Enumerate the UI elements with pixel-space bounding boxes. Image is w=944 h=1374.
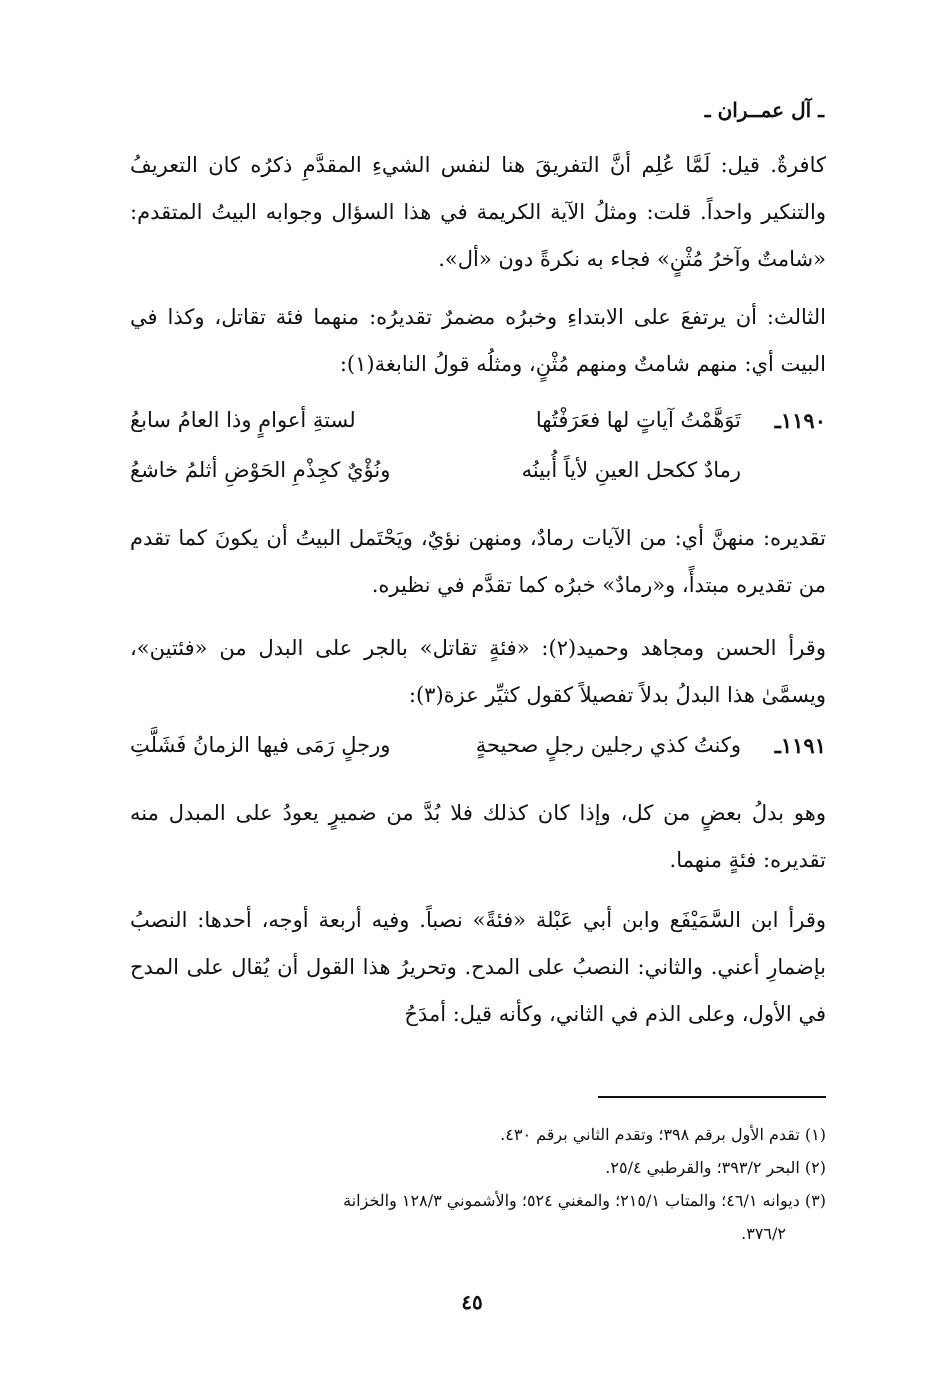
verse-line-2: [130, 458, 826, 508]
verse-1191: [130, 733, 826, 783]
footnote-2: (٢) البحر ٣٩٣/٢؛ والقرطبي ٢٥/٤.: [605, 1158, 826, 1177]
verse-second-hemistich: لستةِ أعوامٍ وذا العامُ سابعُ: [130, 408, 356, 432]
paragraph-5: [130, 790, 826, 884]
verse-number: ١١٩٠ـ: [774, 408, 826, 433]
verse-first-hemistich: وكنتُ كذي رجلين رجلٍ صحيحةٍ: [475, 733, 741, 757]
verse-first-hemistich: تَوَهَّمْتُ آياتٍ لها فعَرَفْتُها: [535, 408, 741, 432]
page-number: ٤٥: [461, 1290, 483, 1314]
footnote-3-continuation: ٣٧٦/٢.: [741, 1224, 786, 1243]
paragraph-1: [130, 142, 826, 283]
paragraph-3: [130, 515, 826, 609]
paragraph-6: [130, 897, 826, 1038]
verse-number: ١١٩١ـ: [774, 733, 826, 758]
footnote-1: (١) تقدم الأول برقم ٣٩٨؛ وتقدم الثاني برقم ٤٣٠.: [500, 1125, 826, 1144]
paragraph-text: كافرةٌ. قيل: لَمَّا عُلِم أنَّ التفريقَ هنا لنفس الشيءِ المقدَّمِ ذكرُه كان التعريفُ والتنكير واحداً. قلت: ومثلُ الآية الكريمة في هذا السؤال وجوابه البيتُ المتقدم: «شامتٌ وآخرُ مُثْنٍ» فجاء به نكرةً دون «أل».: [130, 153, 826, 271]
paragraph-text: تقديره: منهنَّ أي: من الآيات رمادٌ، ومنهن نؤيٌ، ويَحْتَمل البيتُ أن يكونَ كما تقدم من تقديره مبتدأً، و«رمادٌ» خبرُه كما تقدَّم في نظيره.: [130, 526, 826, 597]
verse-1190: [130, 408, 826, 508]
verse-line-1: [130, 408, 826, 458]
verse-first-hemistich: رمادٌ ككحل العينِ لأياً أُبينُه: [521, 458, 741, 482]
paragraph-text: وقرأ ابن السَّمَيْفَع وابن أبي عَبْلة «فئةً» نصباً. وفيه أربعة أوجه، أحدها: النصبُ بإضمارِ أعني. والثاني: النصبُ على المدح. وتحريرُ هذا القول أن يُقال على المدح في الأول، وعلى الذم في الثاني، وكأنه قيل: أمدَحُ: [130, 908, 826, 1026]
verse-line-1: [130, 733, 826, 783]
verse-second-hemistich: ورجلٍ رَمَى فيها الزمانُ فَشَلَّتِ: [130, 733, 391, 757]
running-header: ـ آل عمــران ـ: [704, 98, 824, 122]
paragraph-text: وقرأ الحسن ومجاهد وحميد(٢): «فئةٍ تقاتل» بالجر على البدل من «فئتين»، ويسمَّىٰ هذا البدلُ بدلاً تفصيلاً كقول كثيِّر عزة(٣):: [130, 636, 826, 707]
verse-second-hemistich: ونُؤْيٌ كجِذْمِ الحَوْضِ أثلمُ خاشعُ: [130, 458, 391, 482]
footnotes: [130, 1118, 826, 1250]
paragraph-text: الثالث: أن يرتفعَ على الابتداءِ وخبرُه مضمرٌ تقديرُه: منهما فئة تقاتل، وكذا في البيت أي: منهم شامتٌ ومنهم مُثْنٍ، ومثلُه قولُ النابغة(١):: [130, 305, 826, 376]
paragraph-4: [130, 625, 826, 719]
paragraph-text: وهو بدلُ بعضٍ من كل، وإذا كان كذلك فلا بُدَّ من ضميرٍ يعودُ على المبدل منه تقديره: فئةٍ منهما.: [130, 801, 826, 872]
paragraph-2: [130, 294, 826, 388]
footnote-3: (٣) ديوانه ٤٦/١؛ والمتاب ٢١٥/١؛ والمغني ٥٢٤؛ والأشموني ١٢٨/٣ والخزانة: [343, 1191, 826, 1210]
footnote-separator: [598, 1096, 826, 1098]
